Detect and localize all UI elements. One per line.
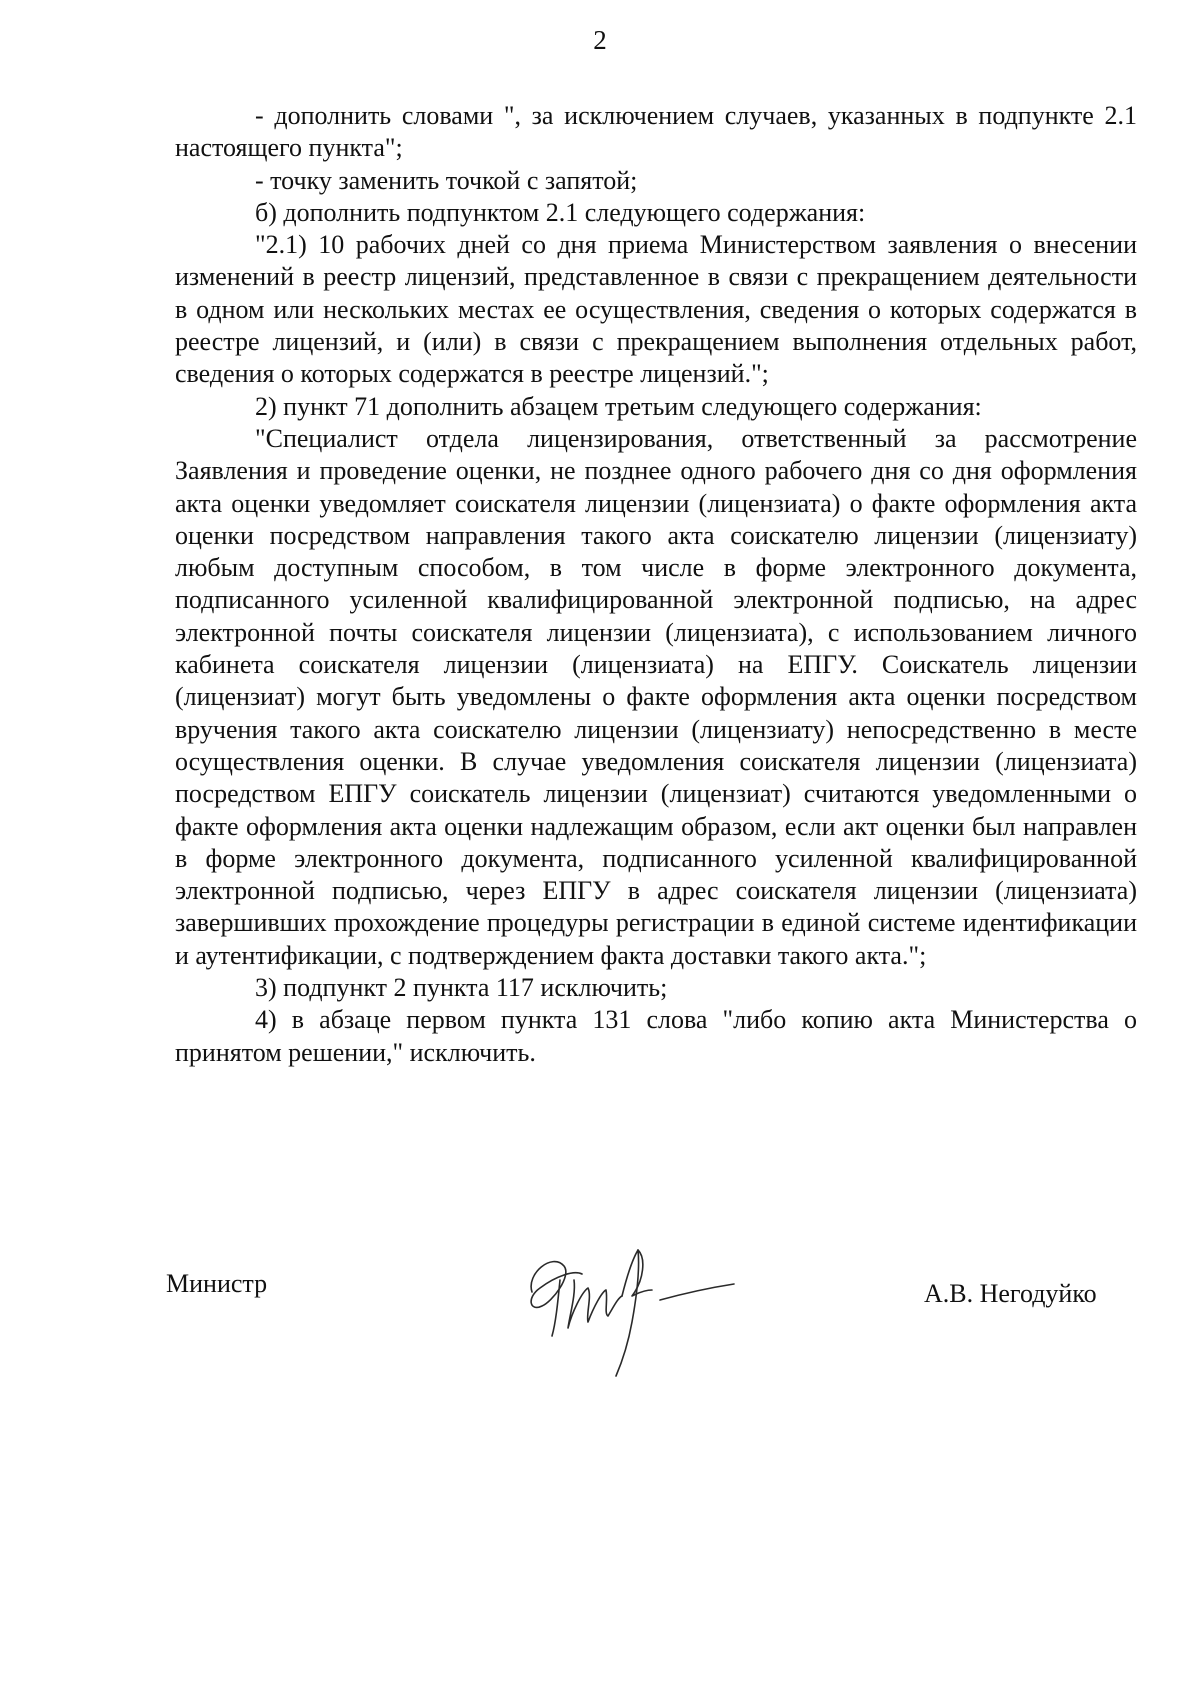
signature-block (0, 1240, 1200, 1380)
paragraph-specialist-notice: "Специалист отдела лицензирования, ответственный за рассмотрение Заявления и проведение оценки, не позднее одного рабочего дня со дня оформления акта оценки уведомляет соискателя лицензии (лицензиата) о факте оформления акта оценки посредством направления такого акта соискателю лицензии (лицензиату) любым доступным способом, в том числе в форме электронного документа, подписанного усиленной квалифицированной электронной подписью, на адрес электронной почты соискателя лицензии (лицензиата), с использованием личного кабинета соискателя лицензии (лицензиата) на ЕПГУ. Соискатель лицензии (лицензиат) могут быть уведомлены о факте оформления акта оценки посредством вручения такого акта соискателю лицензии (лицензиату) непосредственно в месте осуществления оценки. В случае уведомления соискателя лицензии (лицензиата) посредством ЕПГУ соискатель лицензии (лицензиат) считаются уведомленными о факте оформления акта оценки надлежащим образом, если акт оценки был направлен в форме электронного документа, подписанного усиленной квалифицированной электронной подписью, через ЕПГУ в адрес соискателя лицензии (лицензиата) завершивших прохождение процедуры регистрации в единой системе идентификации и аутентификации, с подтверждением факта доставки такого акта."; (175, 423, 1137, 970)
page-number: 2 (593, 25, 607, 55)
paragraph-clause-71: 2) пункт 71 дополнить абзацем третьим следующего содержания: (255, 391, 982, 421)
handwritten-signature (512, 1240, 752, 1380)
paragraph-replace-period: - точку заменить точкой с запятой; (255, 165, 638, 195)
document-body (175, 100, 1137, 1069)
signatory-title: Министр (166, 1269, 268, 1298)
paragraph-add-subclause: б) дополнить подпунктом 2.1 следующего содержания: (255, 197, 866, 227)
signatory-name: А.В. Негодуйко (924, 1279, 1097, 1308)
paragraph-subclause-2-1: "2.1) 10 рабочих дней со дня приема Министерством заявления о внесении изменений в реестр лицензий, представленное в связи с прекращением деятельности в одном или нескольких местах ее осуществления, сведения о которых содержатся в реестре лицензий, и (или) в связи с прекращением выполнения отдельных работ, сведения о которых содержатся в реестре лицензий."; (175, 230, 1137, 389)
paragraph-clause-117: 3) подпункт 2 пункта 117 исключить; (255, 973, 668, 1003)
paragraph-clause-131: 4) в абзаце первом пункта 131 слова "либо копию акта Министерства о принятом решении," исключить. (175, 1005, 1137, 1067)
paragraph-amendment-words: - дополнить словами ", за исключением случаев, указанных в подпункте 2.1 настоящего пункта"; (175, 101, 1137, 163)
